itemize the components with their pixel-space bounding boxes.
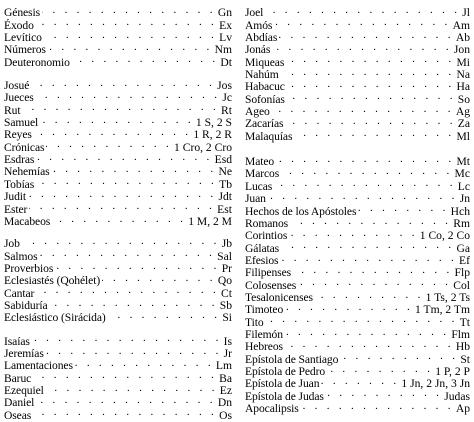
book-row (4, 16, 232, 32)
book-name: Baruc (4, 371, 32, 385)
book-row (4, 309, 232, 325)
book-row (4, 345, 232, 360)
book-abbreviation: Judas (444, 389, 470, 403)
book-abbreviation: 1 S, 2 S (195, 116, 232, 130)
book-name: Efesios (245, 253, 279, 267)
dot-leader (36, 151, 212, 163)
book-abbreviation: Jn (459, 192, 470, 206)
dot-leader (298, 276, 451, 288)
book-abbreviation: So (457, 92, 470, 106)
book-abbreviation: Hb (455, 340, 470, 354)
book-abbreviation: Si (222, 311, 232, 325)
book-abbreviation: Pr (221, 261, 232, 275)
book-name: Miqueas (245, 55, 285, 69)
book-name: Job (4, 237, 20, 251)
dot-leader (266, 313, 458, 325)
dot-leader (289, 227, 417, 239)
book-abbreviation: Ag (455, 105, 470, 119)
book-row (245, 313, 470, 329)
book-abbreviation: Jr (223, 346, 232, 360)
book-name: Marcos (245, 167, 280, 181)
book-name: Números (4, 43, 46, 57)
book-row (4, 101, 232, 117)
book-abbreviation: Dt (220, 55, 232, 69)
book-abbreviation: Sb (219, 298, 232, 312)
dot-leader (326, 387, 442, 399)
book-abbreviation: Flm (451, 327, 470, 341)
book-name: Juan (245, 192, 266, 206)
book-abbreviation: Jos (217, 79, 232, 93)
book-abbreviation: Ez (219, 383, 232, 397)
dot-leader (50, 297, 218, 309)
book-row (4, 138, 232, 154)
book-abbreviation: Lm (215, 359, 232, 373)
book-name: Epístola de Judas (245, 389, 324, 403)
book-name: Apocalipsis (245, 402, 299, 415)
book-group (4, 332, 232, 422)
dot-leader (301, 400, 454, 412)
book-row (4, 151, 232, 167)
book-abbreviation: 1 R, 2 R (193, 128, 232, 142)
book-name: Timoteo (245, 303, 284, 317)
book-row (245, 78, 470, 94)
book-row (245, 239, 470, 255)
dot-leader (327, 363, 433, 375)
book-row (245, 4, 470, 20)
book-abbreviation: Ba (219, 371, 232, 385)
book-abbreviation: Flp (454, 266, 470, 280)
book-name: Filemón (245, 327, 283, 341)
book-group (245, 153, 470, 415)
dot-leader (280, 252, 457, 264)
book-abbreviation: Ga (456, 241, 470, 255)
book-name: Zacarías (245, 117, 284, 131)
book-name: Oseas (4, 408, 32, 422)
book-row (4, 297, 232, 312)
book-row (245, 127, 470, 143)
book-row (4, 357, 232, 373)
book-row (245, 387, 470, 403)
book-name: Daniel (4, 396, 35, 410)
book-name: Sabiduría (4, 298, 48, 312)
book-row (245, 375, 470, 391)
book-group (4, 235, 232, 325)
book-name: Jonás (245, 43, 271, 57)
dot-leader (28, 188, 216, 200)
book-abbreviation: Jb (221, 237, 232, 251)
book-abbreviation: Sal (217, 249, 232, 263)
book-abbreviation: Mt (456, 155, 470, 169)
book-abbreviation: Tb (219, 177, 232, 191)
right-column (245, 4, 470, 415)
book-abbreviation: Mi (456, 55, 470, 69)
book-name: Jeremías (4, 346, 44, 360)
book-abbreviation: Ef (459, 253, 470, 267)
book-abbreviation: Na (456, 68, 470, 82)
dot-leader (42, 4, 216, 16)
dot-leader (290, 215, 451, 227)
dot-leader (52, 163, 217, 175)
book-abbreviation: Col (453, 278, 470, 292)
book-row (245, 41, 470, 57)
book-row (245, 215, 470, 230)
book-row (4, 188, 232, 204)
dot-leader (32, 332, 222, 344)
book-abbreviation: Ap (455, 402, 470, 415)
book-abbreviation: 1 P, 2 P (435, 364, 470, 378)
book-name: Epístola de Juan (245, 377, 320, 391)
book-name: Judit (4, 190, 27, 204)
book-row (245, 350, 470, 366)
book-row (245, 90, 470, 106)
book-name: Nehemías (4, 165, 50, 179)
book-abbreviation: Ex (219, 18, 232, 32)
book-abbreviation: 1 Ts, 2 Ts (425, 290, 470, 304)
book-abbreviation: Os (219, 408, 232, 422)
dot-leader (293, 264, 453, 276)
book-name: Abdías (245, 31, 278, 45)
dot-leader (36, 284, 219, 296)
book-name: Epístola de Pedro (245, 364, 326, 378)
dot-leader (46, 382, 218, 394)
book-abbreviation: Tt (459, 315, 470, 329)
book-abbreviation: 1 Tm, 2 Tm (415, 303, 470, 317)
dot-leader (33, 369, 217, 381)
book-name: Malaquías (245, 129, 293, 143)
book-row (4, 235, 232, 251)
book-row (4, 369, 232, 385)
book-abbreviation: 1 Jn, 2 Jn, 3 Jn (401, 377, 470, 391)
dot-leader (321, 375, 399, 387)
book-group (245, 4, 470, 143)
dot-leader (36, 16, 217, 28)
book-row (4, 163, 232, 179)
book-name: Éxodo (4, 18, 34, 32)
dot-leader (55, 260, 219, 272)
dot-leader (40, 114, 194, 126)
book-abbreviation: Is (223, 334, 232, 348)
book-row (4, 29, 232, 45)
dot-leader (29, 200, 215, 212)
book-name: Filipenses (245, 266, 292, 280)
book-abbreviation: Est (217, 202, 232, 216)
book-abbreviation: Jc (222, 91, 232, 105)
book-name: Hebreos (245, 340, 283, 354)
dot-leader (268, 190, 458, 202)
dot-leader (22, 101, 219, 113)
book-row (4, 114, 232, 130)
dot-leader (358, 202, 448, 214)
dot-leader (285, 338, 454, 350)
book-name: Tesalonicenses (245, 290, 313, 304)
dot-leader (281, 239, 454, 251)
book-abbreviation: 1 Co, 2 Co (419, 229, 470, 243)
book-name: Eclesiástico (Sirácida) (4, 311, 106, 325)
book-abbreviation: 1 Cro, 2 Cro (174, 140, 232, 154)
book-abbreviation: Mc (454, 167, 470, 181)
book-row (245, 400, 470, 415)
book-row (4, 382, 232, 397)
book-name: Samuel (4, 116, 39, 130)
book-name: Gálatas (245, 241, 280, 255)
book-row (4, 89, 232, 105)
book-abbreviation: Hch (450, 204, 470, 218)
dot-leader (46, 345, 222, 357)
book-name: Deuteronomio (4, 55, 70, 69)
book-group (4, 77, 232, 228)
dot-leader (34, 126, 192, 138)
book-row (245, 202, 470, 218)
dot-leader (36, 394, 216, 406)
book-name: Amós (245, 18, 273, 32)
book-abbreviation: Gn (217, 6, 232, 20)
book-name: Hechos de los Apóstoles (245, 204, 357, 218)
book-abbreviation: Am (452, 18, 470, 32)
book-row (245, 153, 470, 169)
book-name: Tobías (4, 177, 35, 191)
dot-leader (36, 175, 217, 187)
dot-leader (40, 247, 216, 259)
book-row (4, 126, 232, 142)
book-abbreviation: Lv (219, 31, 232, 45)
book-name: Crónicas (4, 140, 45, 154)
book-abbreviation: Rm (453, 216, 470, 230)
book-row (245, 66, 470, 82)
book-row (245, 177, 470, 193)
book-row (245, 289, 470, 304)
book-name: Salmos (4, 249, 38, 263)
book-name: Isaías (4, 334, 30, 348)
dot-leader (44, 29, 217, 41)
left-column (4, 4, 232, 422)
book-row (245, 264, 470, 280)
book-row (4, 272, 232, 288)
book-name: Ezequiel (4, 383, 44, 397)
dot-leader (272, 41, 452, 53)
dot-leader (274, 16, 450, 28)
book-name: Macabeos (4, 214, 51, 228)
dot-leader (315, 289, 424, 301)
book-abbreviation: Ne (218, 165, 232, 179)
book-name: Jueces (4, 91, 34, 105)
book-row (245, 53, 470, 69)
book-row (245, 301, 470, 317)
book-name: Joel (245, 6, 264, 20)
book-abbreviation: Qo (217, 274, 232, 288)
book-row (4, 77, 232, 93)
book-abbreviation: Lc (457, 179, 470, 193)
dot-leader (276, 153, 454, 165)
book-row (4, 53, 232, 69)
book-row (245, 16, 470, 32)
dot-leader (285, 115, 455, 127)
dot-leader (285, 301, 413, 313)
dot-leader (286, 53, 454, 65)
dot-leader (287, 78, 455, 90)
dot-leader (108, 309, 221, 321)
dot-leader (281, 165, 452, 177)
book-group (4, 4, 232, 69)
book-name: Epístola de Santiago (245, 352, 339, 366)
book-name: Cantar (4, 286, 35, 300)
book-name: Josué (4, 79, 30, 93)
dot-leader (285, 326, 449, 338)
book-row (245, 326, 470, 341)
book-row (4, 394, 232, 410)
dot-leader (52, 213, 186, 225)
book-row (4, 200, 232, 216)
book-abbreviation: Nm (214, 43, 232, 57)
book-abbreviation: Jl (462, 6, 470, 20)
book-name: Esdras (4, 153, 35, 167)
book-abbreviation: Ct (221, 286, 232, 300)
book-abbreviation: Jdt (218, 190, 232, 204)
book-row (4, 175, 232, 191)
dot-leader (281, 66, 455, 78)
book-row (4, 284, 232, 300)
book-row (245, 363, 470, 378)
book-name: Mateo (245, 155, 275, 169)
dot-leader (274, 177, 456, 189)
book-abbreviation: 1 M, 2 M (188, 214, 232, 228)
book-name: Levítico (4, 31, 42, 45)
book-abbreviation: Ha (456, 80, 470, 94)
book-row (245, 29, 470, 45)
book-name: Lucas (245, 179, 273, 193)
book-name: Colosenses (245, 278, 297, 292)
book-row (245, 276, 470, 292)
book-row (4, 406, 232, 422)
book-name: Proverbios (4, 261, 54, 275)
book-name: Nahúm (245, 68, 279, 82)
book-abbreviation: Rt (221, 103, 232, 117)
dot-leader (294, 127, 454, 139)
book-name: Lamentaciones (4, 359, 73, 373)
book-name: Sofonías (245, 92, 285, 106)
book-abbreviation: Esd (214, 153, 232, 167)
book-row (4, 41, 232, 57)
book-row (245, 338, 470, 354)
book-name: Rut (4, 103, 21, 117)
dot-leader (36, 89, 221, 101)
book-row (245, 115, 470, 131)
book-row (4, 4, 232, 20)
book-row (245, 103, 470, 119)
book-abbreviation: Jon (453, 43, 470, 57)
book-name: Habacuc (245, 80, 285, 94)
dot-leader (33, 406, 217, 418)
book-abbreviation: Ab (455, 31, 470, 45)
book-name: Reyes (4, 128, 32, 142)
book-name: Ester (4, 202, 28, 216)
dot-leader (340, 350, 458, 362)
book-row (4, 260, 232, 275)
book-name: Génesis (4, 6, 41, 20)
book-abbreviation: Dn (217, 396, 232, 410)
book-name: Eclesiastés (Qohélet) (4, 274, 101, 288)
dot-leader (272, 103, 454, 115)
dot-leader (279, 29, 454, 41)
dot-leader (265, 4, 460, 16)
book-row (4, 332, 232, 348)
book-name: Romanos (245, 216, 289, 230)
book-name: Corintios (245, 229, 288, 243)
book-name: Ageo (245, 105, 270, 119)
book-row (4, 213, 232, 228)
dot-leader (22, 235, 220, 247)
book-name: Tito (245, 315, 264, 329)
book-abbreviation: Za (457, 117, 470, 131)
dot-leader (75, 357, 214, 369)
dot-leader (31, 77, 215, 89)
dot-leader (46, 138, 172, 150)
book-row (245, 227, 470, 243)
dot-leader (102, 272, 216, 284)
book-row (4, 247, 232, 263)
book-abbreviation: Ml (456, 129, 470, 143)
dot-leader (48, 41, 213, 53)
book-row (245, 190, 470, 206)
dot-leader (72, 53, 219, 65)
book-row (245, 165, 470, 181)
dot-leader (287, 90, 456, 102)
book-abbreviation: St (460, 352, 470, 366)
